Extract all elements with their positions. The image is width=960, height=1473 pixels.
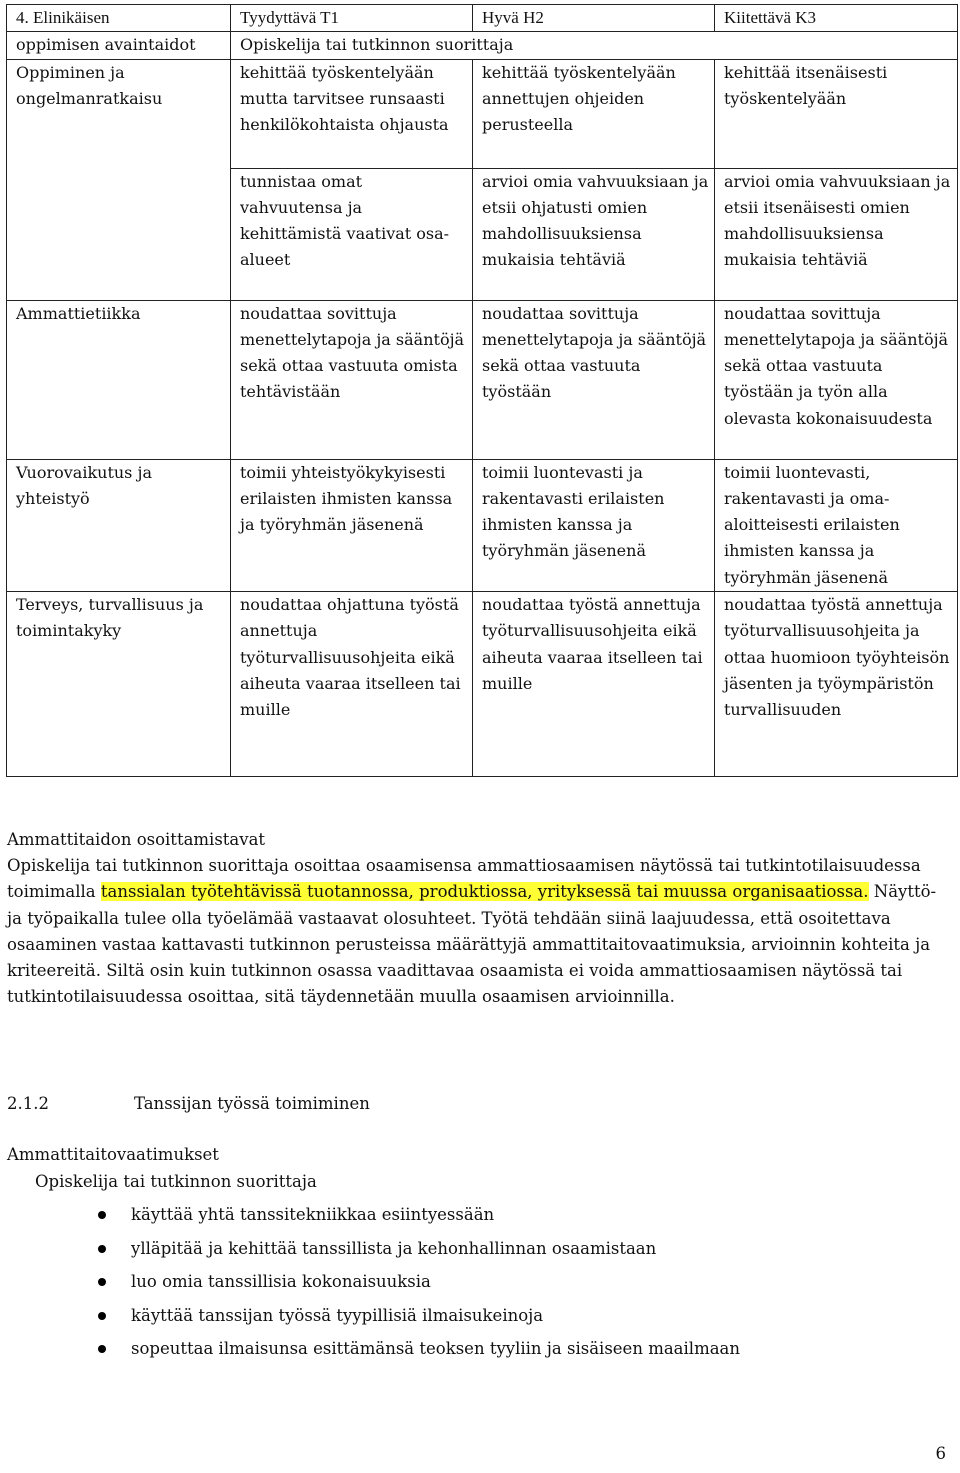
- row-label: Ammattietiikka: [7, 300, 231, 459]
- criteria-cell-k3: toimii luontevasti, rakentavasti ja oma-aloitteisesti erilaisten ihmisten kanssa ja työryhmän jäsenenä: [715, 459, 958, 591]
- criteria-cell-t1: tunnistaa omat vahvuutensa ja kehittämistä vaativat osa-alueet: [231, 168, 473, 300]
- criteria-cell-t1: kehittää työskentelyään mutta tarvitsee runsaasti henkilökohtaista ohjausta: [231, 59, 473, 168]
- row-label: Oppiminen ja ongelmanratkaisu: [7, 59, 231, 300]
- list-item: [0, 1301, 940, 1335]
- list-item-text: ylläpitää ja kehittää tanssillista ja kehonhallinnan osaamistaan: [131, 1238, 657, 1258]
- section-title: Tanssijan työssä toimiminen: [134, 1094, 370, 1113]
- bullet-icon: [98, 1245, 106, 1253]
- demonstration-paragraph: [7, 853, 947, 1011]
- table-row: [7, 459, 958, 591]
- table-row: [7, 59, 958, 168]
- criteria-cell-h2: kehittää työskentelyään annettujen ohjeiden perusteella: [473, 59, 715, 168]
- paragraph-text: Näyttö- ja työpaikalla tulee olla työelämää vastaavat olosuhteet. Työtä tehdään siinä laajuudessa, että osoitettava osaaminen vastaa kattavasti tutkinnon perusteissa määrättyjä ammattitaitovaatimuksia, arvioinnin kohteita ja kriteereitä. Siltä osin kuin tutkinnon osassa vaadittavaa osaamista ei voida ammattiosaamisen näytössä tai tutkintotilaisuudessa osoittaa, sitä täydennetään muulla osaamisen arvioinnilla.: [7, 882, 937, 1007]
- criteria-cell-t1: toimii yhteistyökykyisesti erilaisten ihmisten kanssa ja työryhmän jäsenenä: [231, 459, 473, 591]
- highlighted-text: tanssialan työtehtävissä tuotannossa, produktiossa, yrityksessä tai muussa organisaatiossa.: [100, 882, 869, 902]
- header-grade-excellent: Kiitettävä K3: [715, 5, 958, 32]
- header-key-competence: 4. Elinikäisen: [7, 5, 231, 32]
- row-label: Terveys, turvallisuus ja toimintakyky: [7, 592, 231, 777]
- table-subheader-row: [7, 32, 958, 59]
- criteria-cell-h2: noudattaa sovittuja menettelytapoja ja sääntöjä sekä ottaa vastuuta työstään: [473, 300, 715, 459]
- criteria-cell-k3: noudattaa työstä annettuja työturvallisuusohjeita ja ottaa huomioon työyhteisön jäsenten ja työympäristön turvallisuuden: [715, 592, 958, 777]
- paragraph-text: Opiskelija tai tutkinnon suorittaja osoittaa osaamisensa ammattiosaamisen näytössä tai tutkintotilaisuudessa toimimalla: [7, 856, 921, 902]
- criteria-cell-h2: toimii luontevasti ja rakentavasti erilaisten ihmisten kanssa ja työryhmän jäsenenä: [473, 459, 715, 591]
- requirements-list: [0, 1200, 940, 1368]
- criteria-cell-h2: arvioi omia vahvuuksiaan ja etsii ohjatusti omien mahdollisuuksiensa mukaisia tehtäviä: [473, 168, 715, 300]
- assessment-criteria-table: [6, 4, 958, 777]
- subheader-key-competence: oppimisen avaintaidot: [7, 32, 231, 59]
- list-item-text: käyttää yhtä tanssitekniikkaa esiintyessään: [131, 1205, 495, 1224]
- section-number: 2.1.2: [7, 1094, 49, 1113]
- requirements-heading: Ammattitaitovaatimukset: [7, 1145, 219, 1164]
- criteria-cell-h2: noudattaa työstä annettuja työturvallisuusohjeita eikä aiheuta vaaraa itselleen tai muille: [473, 592, 715, 777]
- list-item: [0, 1334, 940, 1368]
- subheader-subject: Opiskelija tai tutkinnon suorittaja: [231, 32, 958, 59]
- list-item: [0, 1200, 940, 1234]
- bullet-icon: [98, 1278, 106, 1286]
- header-grade-good: Hyvä H2: [473, 5, 715, 32]
- criteria-cell-k3: arvioi omia vahvuuksiaan ja etsii itsenäisesti omien mahdollisuuksiensa mukaisia tehtäviä: [715, 168, 958, 300]
- criteria-cell-k3: noudattaa sovittuja menettelytapoja ja sääntöjä sekä ottaa vastuuta työstään ja työn alla olevasta kokonaisuudesta: [715, 300, 958, 459]
- list-item: [0, 1234, 940, 1268]
- table-row: [7, 300, 958, 459]
- list-item-text: sopeuttaa ilmaisunsa esittämänsä teoksen tyyliin ja sisäiseen maailmaan: [131, 1339, 741, 1358]
- bullet-icon: [98, 1211, 106, 1219]
- page-number: 6: [935, 1444, 946, 1463]
- header-grade-satisfactory: Tyydyttävä T1: [231, 5, 473, 32]
- criteria-cell-k3: kehittää itsenäisesti työskentelyään: [715, 59, 958, 168]
- table-header-row: [7, 5, 958, 32]
- row-label: Vuorovaikutus ja yhteistyö: [7, 459, 231, 591]
- list-item-text: luo omia tanssillisia kokonaisuuksia: [131, 1272, 431, 1291]
- criteria-cell-t1: noudattaa sovittuja menettelytapoja ja sääntöjä sekä ottaa vastuuta omista tehtävistään: [231, 300, 473, 459]
- table-row: [7, 592, 958, 777]
- demonstration-heading: Ammattitaidon osoittamistavat: [7, 830, 266, 849]
- list-item: [0, 1267, 940, 1301]
- bullet-icon: [98, 1345, 106, 1353]
- requirements-subject: Opiskelija tai tutkinnon suorittaja: [35, 1172, 317, 1191]
- bullet-icon: [98, 1312, 106, 1320]
- criteria-cell-t1: noudattaa ohjattuna työstä annettuja työturvallisuusohjeita eikä aiheuta vaaraa itselleen tai muille: [231, 592, 473, 777]
- list-item-text: käyttää tanssijan työssä tyypillisiä ilmaisukeinoja: [131, 1305, 544, 1325]
